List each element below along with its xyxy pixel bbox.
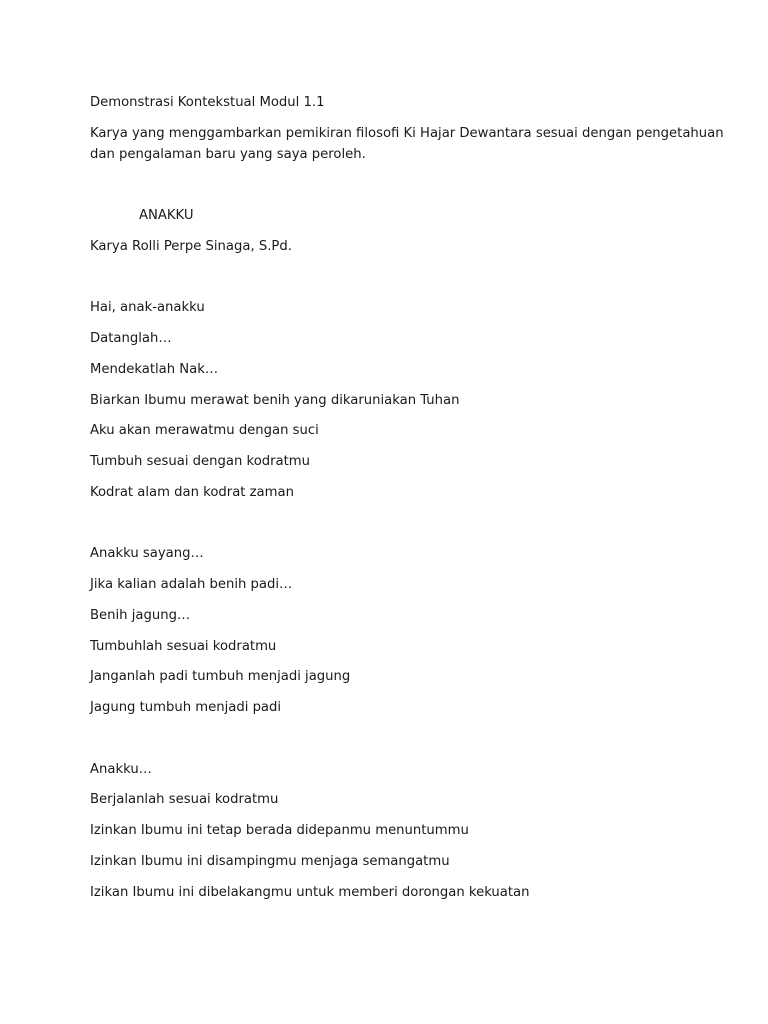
poem-line: Tumbuhlah sesuai kodratmu <box>90 639 277 654</box>
poem-line: Izikan Ibumu ini dibelakangmu untuk memberi dorongan kekuatan <box>90 885 530 900</box>
poem-line: Anakku sayang… <box>90 546 204 561</box>
intro-line-1: Karya yang menggambarkan pemikiran filosofi Ki Hajar Dewantara sesuai dengan pengetahuan <box>90 126 724 141</box>
intro-line-2: dan pengalaman baru yang saya peroleh. <box>90 147 366 162</box>
poem-line: Tumbuh sesuai dengan kodratmu <box>90 454 311 469</box>
poem-line: Kodrat alam dan kodrat zaman <box>90 485 294 500</box>
poem-line: Datanglah… <box>90 331 172 346</box>
poem-line: Janganlah padi tumbuh menjadi jagung <box>90 669 351 684</box>
poem-line: Jika kalian adalah benih padi… <box>90 577 293 592</box>
poem-line: Aku akan merawatmu dengan suci <box>90 423 319 438</box>
document-heading: Demonstrasi Kontekstual Modul 1.1 <box>90 95 325 110</box>
poem-title: ANAKKU <box>139 208 194 223</box>
poem-line: Hai, anak-anakku <box>90 300 205 315</box>
poem-author: Karya Rolli Perpe Sinaga, S.Pd. <box>90 239 292 254</box>
poem-line: Jagung tumbuh menjadi padi <box>90 700 282 715</box>
poem-line: Izinkan Ibumu ini disampingmu menjaga semangatmu <box>90 854 450 869</box>
poem-line: Benih jagung… <box>90 608 191 623</box>
poem-line: Biarkan Ibumu merawat benih yang dikaruniakan Tuhan <box>90 393 460 408</box>
poem-line: Berjalanlah sesuai kodratmu <box>90 792 279 807</box>
poem-line: Mendekatlah Nak… <box>90 362 219 377</box>
poem-line: Izinkan Ibumu ini tetap berada didepanmu menuntummu <box>90 823 469 838</box>
poem-line: Anakku… <box>90 762 152 777</box>
